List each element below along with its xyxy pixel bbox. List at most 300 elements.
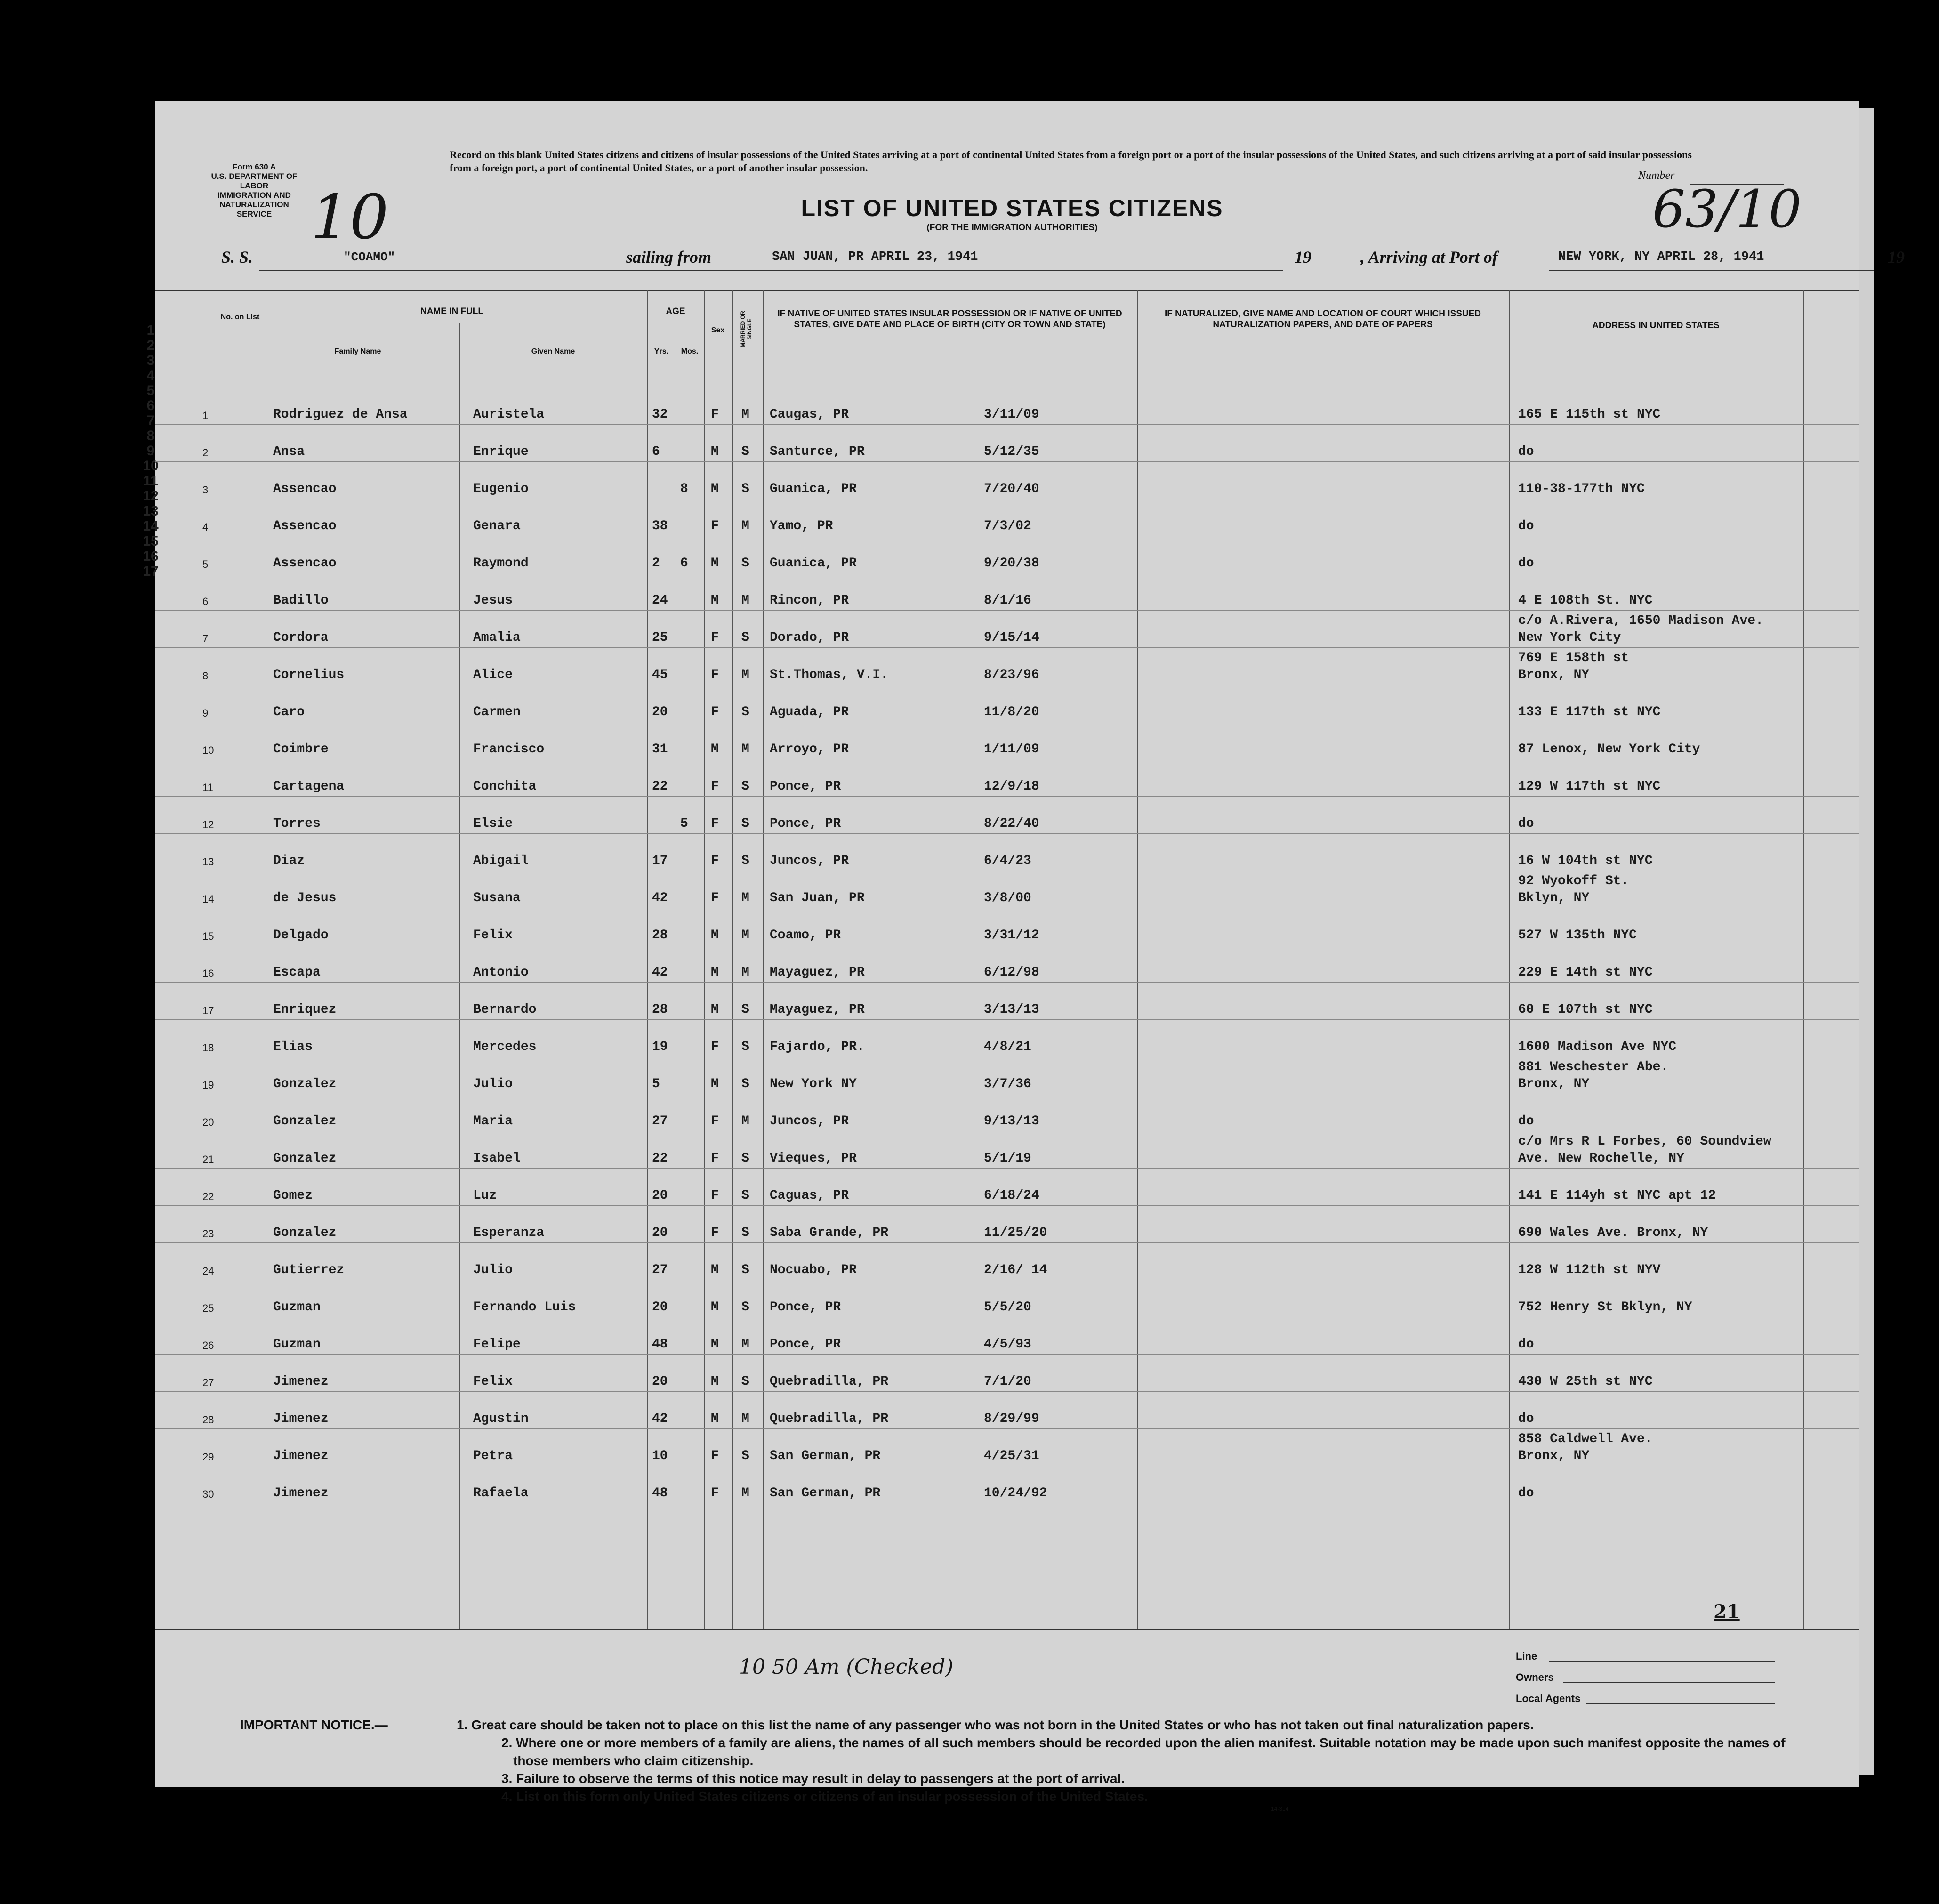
given-name-cell: Agustin — [473, 1412, 529, 1426]
sailing-underline — [770, 270, 1283, 271]
sex-cell: F — [711, 854, 719, 868]
address-cell: c/o A.Rivera, 1650 Madison Ave. — [1518, 613, 1763, 628]
age-years-cell: 10 — [652, 1449, 668, 1463]
family-name-cell: Guzman — [273, 1337, 321, 1352]
sex-cell: F — [711, 668, 719, 682]
birth-date-cell: 7/20/40 — [984, 482, 1039, 496]
sex-cell: M — [711, 1337, 719, 1352]
birthplace-cell: San German, PR — [770, 1449, 881, 1463]
birthplace-cell: Santurce, PR — [770, 444, 865, 459]
marital-status-cell: S — [741, 1002, 749, 1017]
birth-date-cell: 12/9/18 — [984, 779, 1039, 794]
address-cell: do — [1518, 519, 1534, 533]
birthplace-cell: Mayaguez, PR — [770, 1002, 865, 1017]
birthplace-cell: Vieques, PR — [770, 1151, 857, 1166]
age-years-cell: 2 — [652, 556, 660, 571]
age-years-cell: 25 — [652, 630, 668, 645]
age-years-cell: 19 — [652, 1040, 668, 1054]
given-name-cell: Bernardo — [473, 1002, 537, 1017]
birthplace-cell: St.Thomas, V.I. — [770, 668, 889, 682]
given-name-cell: Conchita — [473, 779, 537, 794]
row-number: 9 — [202, 707, 209, 719]
given-name-cell: Fernando Luis — [473, 1300, 576, 1315]
birthplace-cell: Caguas, PR — [770, 1188, 849, 1203]
age-years-cell: 20 — [652, 1226, 668, 1240]
birth-date-cell: 8/29/99 — [984, 1412, 1039, 1426]
age-years-cell: 22 — [652, 779, 668, 794]
given-name-cell: Mercedes — [473, 1040, 537, 1054]
marital-status-cell: M — [741, 407, 749, 422]
age-years-cell: 5 — [652, 1077, 660, 1091]
given-name-cell: Esperanza — [473, 1226, 545, 1240]
header-no-on-list: No. on List — [220, 313, 260, 321]
margin-number: 5 — [146, 383, 155, 398]
given-name-cell: Abigail — [473, 854, 529, 868]
address-cell: 1600 Madison Ave NYC — [1518, 1040, 1677, 1054]
birthplace-cell: Quebradilla, PR — [770, 1412, 889, 1426]
family-name-cell: Gonzalez — [273, 1151, 337, 1166]
header-married-single: MARRIED OR SINGLE — [740, 311, 753, 347]
given-name-cell: Rafaela — [473, 1486, 529, 1501]
marital-status-cell: S — [741, 816, 749, 831]
sex-cell: F — [711, 779, 719, 794]
age-months-cell: 6 — [680, 556, 688, 571]
table-row — [155, 871, 1859, 907]
birth-date-cell: 6/4/23 — [984, 854, 1031, 868]
table-row — [155, 1317, 1859, 1354]
marital-status-cell: S — [741, 1374, 749, 1389]
table-row — [155, 425, 1859, 461]
birth-date-cell: 3/7/36 — [984, 1077, 1031, 1091]
family-name-cell: Badillo — [273, 593, 329, 608]
birthplace-cell: Arroyo, PR — [770, 742, 849, 757]
age-years-cell: 42 — [652, 1412, 668, 1426]
given-name-cell: Carmen — [473, 705, 521, 719]
margin-number: 9 — [146, 443, 155, 459]
row-number: 22 — [202, 1191, 214, 1202]
address-cell: do — [1518, 1412, 1534, 1426]
marital-status-cell: M — [741, 742, 749, 757]
dept-line-3: NATURALIZATION SERVICE — [219, 200, 289, 218]
marital-status-cell: S — [741, 1188, 749, 1203]
age-years-cell: 42 — [652, 965, 668, 980]
table-row — [155, 1020, 1859, 1056]
row-number: 29 — [202, 1451, 214, 1463]
row-number: 23 — [202, 1228, 214, 1240]
row-number: 12 — [202, 819, 214, 831]
sex-cell: F — [711, 1449, 719, 1463]
row-number: 14 — [202, 893, 214, 905]
notice-item-4: 4. List on this form only United States citizens or citizens of an insular possession of the United States. — [501, 1789, 1148, 1804]
birthplace-cell: Quebradilla, PR — [770, 1374, 889, 1389]
birthplace-cell: Ponce, PR — [770, 816, 841, 831]
given-name-cell: Eugenio — [473, 482, 529, 496]
row-number: 30 — [202, 1488, 214, 1500]
number-label: Number — [1638, 169, 1675, 182]
agents-underline — [1586, 1703, 1775, 1704]
age-years-cell: 28 — [652, 1002, 668, 1017]
age-years-cell: 48 — [652, 1337, 668, 1352]
birth-date-cell: 7/1/20 — [984, 1374, 1031, 1389]
address-cell: 165 E 115th st NYC — [1518, 407, 1661, 422]
marital-status-cell: S — [741, 630, 749, 645]
row-number: 20 — [202, 1116, 214, 1128]
birth-date-cell: 5/12/35 — [984, 444, 1039, 459]
birth-date-cell: 2/16/ 14 — [984, 1263, 1047, 1277]
birthplace-cell: Saba Grande, PR — [770, 1226, 889, 1240]
handwritten-signature: 10 50 Am (Checked) — [739, 1655, 954, 1679]
form-number: Form 630 A — [233, 162, 276, 171]
sex-cell: M — [711, 1374, 719, 1389]
table-row — [155, 648, 1859, 684]
sex-cell: M — [711, 965, 719, 980]
family-name-cell: Gutierrez — [273, 1263, 345, 1277]
table-row — [155, 797, 1859, 833]
sex-cell: F — [711, 519, 719, 533]
address-cell-line-2: Bronx, NY — [1518, 1449, 1590, 1463]
owners-label: Owners — [1516, 1671, 1554, 1683]
table-row — [155, 908, 1859, 944]
family-name-cell: Caro — [273, 705, 305, 719]
address-cell: do — [1518, 444, 1534, 459]
local-agents-label: Local Agents — [1516, 1693, 1581, 1704]
row-number: 3 — [202, 484, 209, 496]
sex-cell: M — [711, 1300, 719, 1315]
age-years-cell: 20 — [652, 1300, 668, 1315]
birthplace-cell: San Juan, PR — [770, 891, 865, 905]
row-number: 17 — [202, 1005, 214, 1017]
birth-date-cell: 5/1/19 — [984, 1151, 1031, 1166]
address-cell: 769 E 158th st — [1518, 651, 1629, 665]
margin-number: 8 — [146, 428, 155, 444]
header-naturalized: IF NATURALIZED, GIVE NAME AND LOCATION OF COURT WHICH ISSUED NATURALIZATION PAPERS, AND DATE OF PAPERS — [1164, 309, 1481, 330]
notice-label: IMPORTANT NOTICE.— — [240, 1718, 388, 1732]
table-row — [155, 1057, 1859, 1093]
table-row — [155, 499, 1859, 535]
address-cell: 133 E 117th st NYC — [1518, 705, 1661, 719]
age-years-cell: 20 — [652, 1374, 668, 1389]
birth-date-cell: 4/5/93 — [984, 1337, 1031, 1352]
sex-cell: M — [711, 1263, 719, 1277]
row-number: 21 — [202, 1154, 214, 1165]
family-name-cell: Escapa — [273, 965, 321, 980]
margin-number: 12 — [143, 488, 159, 504]
marital-status-cell: M — [741, 593, 749, 608]
family-name-cell: Jimenez — [273, 1449, 329, 1463]
given-name-cell: Jesus — [473, 593, 513, 608]
row-number: 27 — [202, 1377, 214, 1388]
margin-number: 2 — [146, 338, 155, 353]
address-cell-line-2: Bronx, NY — [1518, 668, 1590, 682]
line-underline — [1549, 1661, 1775, 1662]
sex-cell: F — [711, 1226, 719, 1240]
margin-number: 14 — [143, 518, 159, 534]
row-number: 2 — [202, 447, 209, 459]
table-row — [155, 611, 1859, 647]
age-years-cell: 31 — [652, 742, 668, 757]
family-name-cell: Torres — [273, 816, 321, 831]
age-years-cell: 17 — [652, 854, 668, 868]
family-name-cell: Elias — [273, 1040, 313, 1054]
given-name-cell: Felix — [473, 928, 513, 943]
ship-underline — [259, 270, 779, 271]
marital-status-cell: M — [741, 1337, 749, 1352]
family-name-cell: Jimenez — [273, 1412, 329, 1426]
address-cell: 129 W 117th st NYC — [1518, 779, 1661, 794]
address-cell: 229 E 14th st NYC — [1518, 965, 1653, 980]
sex-cell: F — [711, 816, 719, 831]
age-years-cell: 28 — [652, 928, 668, 943]
given-name-cell: Julio — [473, 1077, 513, 1091]
marital-status-cell: M — [741, 1412, 749, 1426]
header-age: AGE — [666, 307, 685, 316]
sex-cell: F — [711, 1040, 719, 1054]
given-name-cell: Enrique — [473, 444, 529, 459]
table-row — [155, 1131, 1859, 1168]
birthplace-cell: Fajardo, PR. — [770, 1040, 865, 1054]
table-row — [155, 759, 1859, 796]
birth-date-cell: 8/22/40 — [984, 816, 1039, 831]
marital-status-cell: S — [741, 1151, 749, 1166]
table-row — [155, 387, 1859, 424]
important-notice — [240, 1716, 1812, 1806]
marital-status-cell: S — [741, 482, 749, 496]
birth-date-cell: 7/3/02 — [984, 519, 1031, 533]
address-cell: 4 E 108th St. NYC — [1518, 593, 1653, 608]
family-name-cell: Rodriguez de Ansa — [273, 407, 408, 422]
age-years-cell: 48 — [652, 1486, 668, 1501]
given-name-cell: Susana — [473, 891, 521, 905]
row-number: 7 — [202, 633, 209, 645]
marital-status-cell: S — [741, 1300, 749, 1315]
address-cell: 881 Weschester Abe. — [1518, 1060, 1669, 1074]
age-years-cell: 24 — [652, 593, 668, 608]
birth-date-cell: 8/23/96 — [984, 668, 1039, 682]
row-number: 26 — [202, 1339, 214, 1351]
margin-number: 13 — [143, 503, 159, 519]
birth-date-cell: 3/31/12 — [984, 928, 1039, 943]
age-years-cell: 32 — [652, 407, 668, 422]
address-cell: 690 Wales Ave. Bronx, NY — [1518, 1226, 1708, 1240]
family-name-cell: Gonzalez — [273, 1226, 337, 1240]
header-mos: Mos. — [681, 347, 699, 355]
marital-status-cell: S — [741, 1226, 749, 1240]
birth-date-cell: 4/8/21 — [984, 1040, 1031, 1054]
family-name-cell: Diaz — [273, 854, 305, 868]
margin-number: 3 — [146, 353, 155, 368]
dept-line-1: U.S. DEPARTMENT OF LABOR — [211, 172, 298, 190]
birth-date-cell: 4/25/31 — [984, 1449, 1039, 1463]
family-name-cell: Gonzalez — [273, 1077, 337, 1091]
header-address: ADDRESS IN UNITED STATES — [1592, 321, 1720, 331]
address-cell: 128 W 112th st NYV — [1518, 1263, 1661, 1277]
marital-status-cell: M — [741, 965, 749, 980]
table-top-border — [155, 290, 1859, 291]
birthplace-cell: Ponce, PR — [770, 1300, 841, 1315]
age-years-cell: 45 — [652, 668, 668, 682]
given-name-cell: Felix — [473, 1374, 513, 1389]
row-number: 11 — [202, 782, 213, 793]
marital-status-cell: M — [741, 519, 749, 533]
address-cell: do — [1518, 1486, 1534, 1501]
birth-date-cell: 3/8/00 — [984, 891, 1031, 905]
address-cell: do — [1518, 816, 1534, 831]
birth-date-cell: 8/1/16 — [984, 593, 1031, 608]
table-row — [155, 1206, 1859, 1242]
manifest-sheet — [143, 101, 1905, 1812]
table-row — [155, 685, 1859, 721]
header-family-name: Family Name — [334, 347, 381, 355]
birthplace-cell: Rincon, PR — [770, 593, 849, 608]
family-name-cell: de Jesus — [273, 891, 337, 905]
header-birth: IF NATIVE OF UNITED STATES INSULAR POSSESSION OR IF NATIVE OF UNITED STATES, GIVE DATE AND PLACE OF BIRTH (CITY OR TOWN AND STATE) — [777, 309, 1122, 330]
table-row — [155, 1392, 1859, 1428]
birth-date-cell: 6/12/98 — [984, 965, 1039, 980]
sex-cell: M — [711, 1002, 719, 1017]
form-code: 14-314 — [1271, 1806, 1289, 1812]
age-years-cell: 27 — [652, 1263, 668, 1277]
row-number: 19 — [202, 1079, 214, 1091]
given-name-cell: Felipe — [473, 1337, 521, 1352]
sailing-value: SAN JUAN, PR APRIL 23, 1941 — [772, 250, 978, 264]
address-cell-line-2: Bklyn, NY — [1518, 891, 1590, 905]
birth-date-cell: 10/24/92 — [984, 1486, 1047, 1501]
sex-cell: F — [711, 630, 719, 645]
marital-status-cell: S — [741, 779, 749, 794]
address-cell: do — [1518, 1114, 1534, 1129]
address-cell: 60 E 107th st NYC — [1518, 1002, 1653, 1017]
address-cell: 16 W 104th st NYC — [1518, 854, 1653, 868]
form-subtitle: (FOR THE IMMIGRATION AUTHORITIES) — [926, 223, 1098, 233]
row-number: 4 — [202, 521, 209, 533]
sex-cell: F — [711, 891, 719, 905]
marital-status-cell: S — [741, 854, 749, 868]
given-name-cell: Maria — [473, 1114, 513, 1129]
marital-status-cell: S — [741, 705, 749, 719]
age-years-cell: 42 — [652, 891, 668, 905]
age-years-cell: 22 — [652, 1151, 668, 1166]
birth-date-cell: 3/13/13 — [984, 1002, 1039, 1017]
sex-cell: M — [711, 444, 719, 459]
form-title: LIST OF UNITED STATES CITIZENS — [801, 195, 1223, 221]
family-name-cell: Cordora — [273, 630, 329, 645]
birthplace-cell: Mayaguez, PR — [770, 965, 865, 980]
ship-name: "COAMO" — [344, 250, 395, 264]
given-name-cell: Alice — [473, 668, 513, 682]
given-name-cell: Isabel — [473, 1151, 521, 1166]
birthplace-cell: Dorado, PR — [770, 630, 849, 645]
sex-cell: F — [711, 1486, 719, 1501]
given-name-cell: Petra — [473, 1449, 513, 1463]
row-number: 13 — [202, 856, 214, 868]
handwritten-list-number: 63/10 — [1652, 179, 1802, 239]
given-name-cell: Raymond — [473, 556, 529, 571]
row-number: 15 — [202, 930, 214, 942]
marital-status-cell: M — [741, 928, 749, 943]
given-name-cell: Julio — [473, 1263, 513, 1277]
address-cell: 858 Caldwell Ave. — [1518, 1432, 1653, 1446]
age-years-cell: 6 — [652, 444, 660, 459]
birthplace-cell: Juncos, PR — [770, 854, 849, 868]
address-cell-line-2: Bronx, NY — [1518, 1077, 1590, 1091]
family-name-cell: Cornelius — [273, 668, 345, 682]
sex-cell: M — [711, 1077, 719, 1091]
margin-number: 1 — [146, 323, 155, 338]
year-label-2: 19 — [1888, 248, 1905, 266]
family-name-cell: Assencao — [273, 482, 337, 496]
sex-cell: F — [711, 407, 719, 422]
row-number: 5 — [202, 558, 209, 570]
row-number: 25 — [202, 1302, 214, 1314]
marital-status-cell: M — [741, 891, 749, 905]
sex-cell: M — [711, 482, 719, 496]
birthplace-cell: Caugas, PR — [770, 407, 849, 422]
family-name-cell: Gonzalez — [273, 1114, 337, 1129]
sex-cell: M — [711, 1412, 719, 1426]
sex-cell: F — [711, 1151, 719, 1166]
marital-status-cell: S — [741, 556, 749, 571]
table-row — [155, 462, 1859, 498]
birth-date-cell: 6/18/24 — [984, 1188, 1039, 1203]
arriving-value: NEW YORK, NY APRIL 28, 1941 — [1558, 250, 1764, 264]
family-name-cell: Coimbre — [273, 742, 329, 757]
sex-cell: F — [711, 705, 719, 719]
marital-status-cell: S — [741, 1263, 749, 1277]
address-cell: 430 W 25th st NYC — [1518, 1374, 1653, 1389]
birth-date-cell: 11/8/20 — [984, 705, 1039, 719]
given-name-cell: Francisco — [473, 742, 545, 757]
table-row — [155, 573, 1859, 610]
birth-date-cell: 9/20/38 — [984, 556, 1039, 571]
address-cell-line-2: New York City — [1518, 630, 1621, 645]
age-years-cell: 20 — [652, 705, 668, 719]
birthplace-cell: Aguada, PR — [770, 705, 849, 719]
address-cell: 752 Henry St Bklyn, NY — [1518, 1300, 1692, 1315]
arriving-label: , Arriving at Port of — [1360, 248, 1498, 266]
birthplace-cell: Guanica, PR — [770, 556, 857, 571]
marital-status-cell: S — [741, 1449, 749, 1463]
row-number: 16 — [202, 968, 214, 979]
sailing-label: sailing from — [626, 248, 712, 266]
notice-item-3: 3. Failure to observe the terms of this notice may result in delay to passengers at the port of arrival. — [501, 1771, 1125, 1786]
table-row — [155, 1280, 1859, 1316]
row-number: 18 — [202, 1042, 214, 1054]
family-name-cell: Guzman — [273, 1300, 321, 1315]
handwritten-left-number: 10 — [311, 181, 389, 253]
table-row — [155, 1355, 1859, 1391]
age-years-cell: 27 — [652, 1114, 668, 1129]
family-name-cell: Gomez — [273, 1188, 313, 1203]
age-months-cell: 5 — [680, 816, 688, 831]
family-name-cell: Cartagena — [273, 779, 345, 794]
row-number: 1 — [202, 410, 209, 421]
birthplace-cell: Nocuabo, PR — [770, 1263, 857, 1277]
birthplace-cell: San German, PR — [770, 1486, 881, 1501]
family-name-cell: Jimenez — [273, 1486, 329, 1501]
marital-status-cell: S — [741, 1077, 749, 1091]
sex-cell: F — [711, 1188, 719, 1203]
birthplace-cell: Yamo, PR — [770, 519, 833, 533]
row-number: 28 — [202, 1414, 214, 1426]
age-months-cell: 8 — [680, 482, 688, 496]
margin-number: 6 — [146, 398, 155, 413]
marital-status-cell: S — [741, 444, 749, 459]
family-name-cell: Jimenez — [273, 1374, 329, 1389]
margin-number: 11 — [143, 473, 158, 489]
margin-number: 17 — [143, 564, 159, 579]
family-name-cell: Enriquez — [273, 1002, 337, 1017]
row-number: 10 — [202, 744, 214, 756]
